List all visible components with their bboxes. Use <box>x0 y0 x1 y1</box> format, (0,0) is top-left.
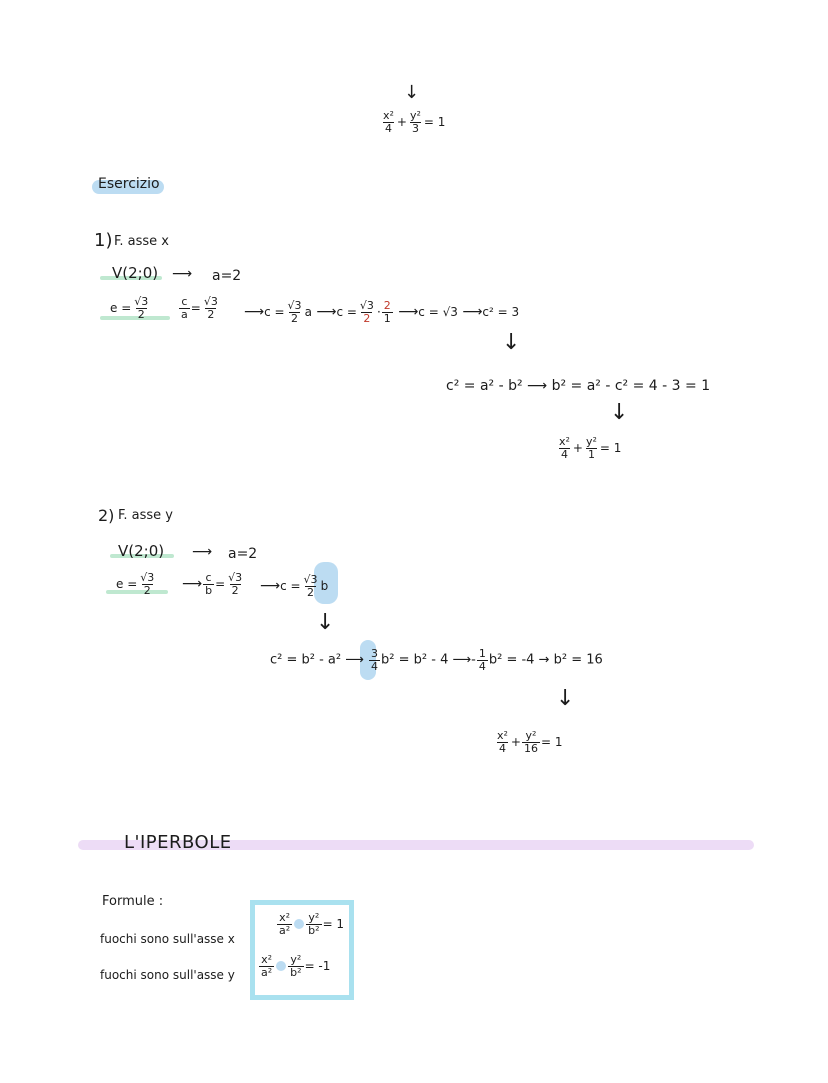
minus-sign: - <box>471 652 476 668</box>
fraction-numerator: √3 <box>228 571 243 584</box>
ex1-final-equation <box>556 436 621 460</box>
e-lhs: e = <box>116 577 138 592</box>
equals: = <box>215 577 226 592</box>
ex1-ratio <box>178 296 221 320</box>
arrow: ⟶ <box>398 304 419 321</box>
fraction-numerator: √3 <box>287 299 302 312</box>
fraction-denominator: b² <box>308 923 320 937</box>
b2-computation: b² = a² - c² = 4 - 3 = 1 <box>551 378 711 394</box>
fraction-numerator: √3 <box>134 295 149 308</box>
ex2-number: 2) <box>98 506 115 525</box>
fraction-denominator: 3 <box>411 121 419 135</box>
ex1-a-value: a=2 <box>212 268 242 284</box>
fraction-denominator: a <box>181 307 188 321</box>
arrow: → <box>538 652 550 668</box>
c-result: c = √3 <box>418 305 458 320</box>
equals-one: = 1 <box>322 917 345 932</box>
fraction-denominator: 2 <box>291 311 299 325</box>
fraction-numerator: √3 <box>140 571 155 584</box>
ex2-down-arrow-1: ↓ <box>316 610 335 635</box>
relation: c² = a² - b² <box>446 378 523 394</box>
fraction-numerator: √3 <box>359 299 374 312</box>
fraction-numerator: x² <box>279 911 291 924</box>
b-var: b <box>320 579 329 594</box>
formula-y-axis <box>258 954 330 978</box>
equals-one: = 1 <box>540 735 563 750</box>
plus-sign: + <box>396 115 407 130</box>
minus-dot <box>276 961 286 971</box>
ex2-arrow-v: ⟶ <box>192 544 213 560</box>
top-arrow: ↓ <box>404 82 420 103</box>
fraction-denominator: 2 <box>231 583 239 597</box>
fraction-numerator: y² <box>525 729 537 742</box>
fraction-denominator: a² <box>279 923 291 937</box>
ex1-down-arrow-1: ↓ <box>502 330 521 355</box>
ex1-number: 1) <box>94 230 113 251</box>
ex2-down-arrow-2: ↓ <box>556 686 575 711</box>
fraction-denominator: b <box>205 583 213 597</box>
formule-label: Formule : <box>102 894 164 909</box>
arrow: ⟶ <box>244 304 265 321</box>
fraction-denominator: 2 <box>143 583 151 597</box>
equals: = <box>190 301 201 316</box>
equals-one: = 1 <box>423 115 446 130</box>
fraction-denominator: 16 <box>523 741 538 755</box>
fraction-denominator: 4 <box>478 659 486 673</box>
fraction-numerator: x² <box>383 109 394 122</box>
fraction-denominator: 1 <box>383 311 391 325</box>
ex2-eccentricity <box>116 572 157 596</box>
b2-sixteen: b² = 16 <box>553 652 603 668</box>
equals-minus-one: = -1 <box>304 959 331 974</box>
arrow: ⟶ <box>452 652 472 668</box>
arrow: ⟶ <box>316 304 337 321</box>
b2-expression: b² = b² - 4 <box>381 652 449 668</box>
ex1-chain <box>244 300 519 324</box>
arrow: ⟶ <box>182 576 203 593</box>
dot: · <box>376 305 381 320</box>
fraction-numerator: x² <box>261 953 273 966</box>
esercizio-label: Esercizio <box>98 176 160 192</box>
fraction-numerator: 3 <box>371 647 379 660</box>
fraction-numerator: c <box>181 295 188 308</box>
ex2-ratio <box>182 572 245 596</box>
arrow: ⟶ <box>260 578 281 595</box>
plus-sign: + <box>510 735 521 750</box>
arrow: ⟶ <box>527 378 548 394</box>
ex1-vertex: V(2;0) <box>112 264 159 282</box>
ex2-c-expression <box>260 574 328 598</box>
b2-minus-four: b² = -4 <box>488 652 535 668</box>
ex2-vertex: V(2;0) <box>118 542 165 560</box>
fraction-denominator: 4 <box>560 447 568 461</box>
formule-row-x: fuochi sono sull'asse x <box>100 932 235 946</box>
fraction-denominator: 4 <box>371 659 379 673</box>
ex1-arrow-v: ⟶ <box>172 266 193 282</box>
fraction-denominator: 1 <box>587 447 595 461</box>
fraction-numerator: y² <box>290 953 302 966</box>
fraction-numerator: y² <box>585 435 597 448</box>
fraction-numerator: 1 <box>478 647 486 660</box>
relation: c² = b² - a² <box>270 652 342 668</box>
c-eq: c = <box>264 305 285 320</box>
top-ellipse-equation <box>380 110 445 134</box>
c2-result: c² = 3 <box>482 305 520 320</box>
fraction-numerator: x² <box>559 435 570 448</box>
arrow: ⟶ <box>462 304 483 321</box>
c-eq: c = <box>336 305 357 320</box>
a-var: a <box>304 305 312 320</box>
ex2-heading: F. asse y <box>118 508 173 523</box>
c-eq: c = <box>280 579 301 594</box>
equals-one: = 1 <box>599 441 622 456</box>
fraction-denominator: 4 <box>498 741 506 755</box>
e-lhs: e = <box>110 301 132 316</box>
fraction-numerator: √3 <box>303 573 318 586</box>
fraction-numerator: c <box>205 571 212 584</box>
fraction-denominator: 2 <box>307 585 315 599</box>
struck-numerator: 2 <box>383 299 391 312</box>
ex2-final-equation <box>494 730 563 754</box>
formule-row-y: fuochi sono sull'asse y <box>100 968 235 982</box>
struck-denominator: 2 <box>363 311 371 325</box>
fraction-numerator: x² <box>497 729 508 742</box>
arrow: ⟶ <box>345 652 364 668</box>
ex1-relation <box>446 378 710 394</box>
iperbole-title: L'IPERBOLE <box>124 832 232 853</box>
fraction-denominator: 2 <box>137 307 145 321</box>
fraction-denominator: b² <box>290 965 302 979</box>
ex1-heading: F. asse x <box>114 234 169 249</box>
ex2-a-value: a=2 <box>228 546 258 562</box>
fraction-numerator: y² <box>409 109 421 122</box>
fraction-numerator: √3 <box>203 295 218 308</box>
plus-sign: + <box>572 441 583 456</box>
ex1-eccentricity <box>110 296 151 320</box>
formula-x-axis <box>276 912 344 936</box>
ex2-relation <box>270 648 603 672</box>
ex1-down-arrow-2: ↓ <box>610 400 629 425</box>
fraction-denominator: 2 <box>207 307 215 321</box>
minus-dot <box>294 919 304 929</box>
fraction-numerator: y² <box>308 911 320 924</box>
fraction-denominator: a² <box>261 965 273 979</box>
fraction-denominator: 4 <box>384 121 392 135</box>
